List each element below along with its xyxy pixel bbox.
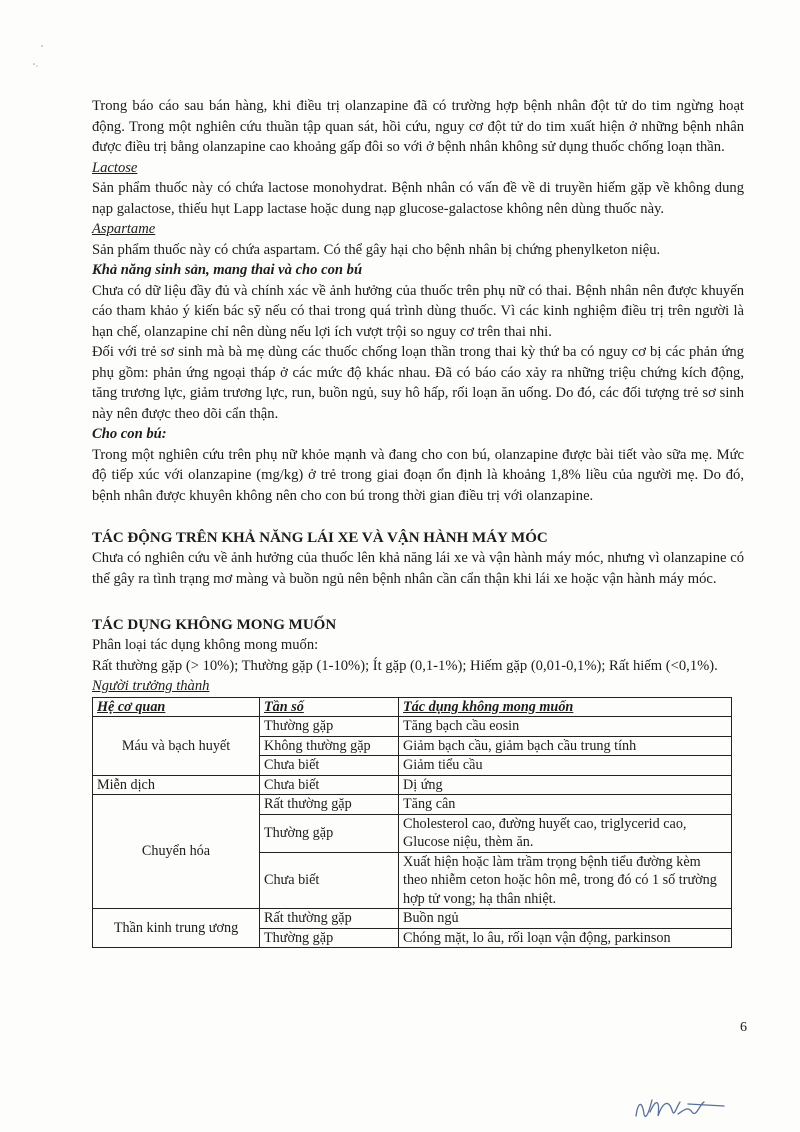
classification-label: Phân loại tác dụng không mong muốn: [92,637,319,653]
adverse-heading: TÁC DỤNG KHÔNG MONG MUỐN [92,617,337,633]
lactose-text: Sản phẩm thuốc này có chứa lactose monohydrat. Bệnh nhân có vấn đề về di truyền hiếm gặp về không dung nạp galactose, thiếu hụt Lapp lactase hoặc dung nạp glucose-galactose không nên dùng thuốc này. [92,180,744,217]
frequency-cell: Không thường gặp [260,736,399,756]
effect-cell: Xuất hiện hoặc làm trầm trọng bệnh tiểu đường kèm theo nhiễm ceton hoặc hôn mê, trong đó có 1 số trường hợp tử vong; hạ thân nhiệt. [399,852,732,909]
driving-text: Chưa có nghiên cứu về ảnh hưởng của thuốc lên khả năng lái xe và vận hành máy móc, nhưng vì olanzapine có thể gây ra tình trạng mơ màng và buồn ngủ nên bệnh nhân cần cẩn thận khi lái xe hoặc vận hành máy móc. [92,550,744,587]
frequency-cell: Chưa biết [260,775,399,795]
frequency-cell: Thường gặp [260,814,399,852]
effect-cell: Tăng cân [399,795,732,815]
lactose-heading: Lactose [92,159,138,176]
driving-heading: TÁC ĐỘNG TRÊN KHẢ NĂNG LÁI XE VÀ VẬN HÀNH MÁY MÓC [92,530,548,546]
frequency-cell: Thường gặp [260,928,399,948]
effect-cell: Giảm tiểu cầu [399,756,732,776]
aspartame-text: Sản phẩm thuốc này có chứa aspartam. Có thể gây hại cho bệnh nhân bị chứng phenylketon niệu. [92,241,661,258]
header-frequency: Tần số [260,697,399,717]
classification-text: Rất thường gặp (> 10%); Thường gặp (1-10%); Ít gặp (0,1-1%); Hiếm gặp (0,01-0,1%); Rất hiếm (<0,1%). [92,657,718,674]
effect-cell: Buồn ngủ [399,909,732,929]
document-body [92,96,744,948]
paragraph-sudden-death: Trong báo cáo sau bán hàng, khi điều trị olanzapine đã có trường hợp bệnh nhân đột tử do tim ngừng hoạt động. Trong một nghiên cứu thuần tập quan sát, hồi cứu, nguy cơ đột tử do tim xuất hiện ở những bệnh nhân được điều trị bằng olanzapine cao khoảng gấp đôi so với ở bệnh nhân không sử dụng thuốc chống loạn thần. [92,98,744,155]
frequency-cell: Chưa biết [260,852,399,909]
effect-cell: Giảm bạch cầu, giảm bạch cầu trung tính [399,736,732,756]
header-effect: Tác dụng không mong muốn [399,697,732,717]
frequency-cell: Thường gặp [260,717,399,737]
table-row [93,795,732,815]
breastfeeding-heading: Cho con bú: [92,426,167,442]
effect-cell: Tăng bạch cầu eosin [399,717,732,737]
frequency-cell: Rất thường gặp [260,795,399,815]
handwritten-initials-signature [628,1088,738,1128]
fertility-text-2: Đối với trẻ sơ sinh mà bà mẹ dùng các thuốc chống loạn thần trong thai kỳ thứ ba có nguy cơ bị các phản ứng phụ gồm: phản ứng ngoại tháp ở các mức độ khác nhau. Đã có báo cáo xảy ra những triệu chứng kích động, tăng trương lực, giảm trương lực, run, buồn ngủ, suy hô hấp, rối loạn ăn uống. Do đó, các đối tượng trẻ sơ sinh này nên được theo dõi cẩn thận. [92,344,744,422]
table-header-row [93,697,732,717]
adults-label: Người trưởng thành [92,678,210,694]
table-row [93,717,732,737]
breastfeeding-text: Trong một nghiên cứu trên phụ nữ khỏe mạnh và đang cho con bú, olanzapine được bài tiết vào sữa mẹ. Mức độ tiếp xúc với olanzapine (mg/kg) ở trẻ trong giai đoạn ổn định là khoảng 1,8% liều của người mẹ. Do đó, bệnh nhân được khuyên không nên cho con bú trong thời gian điều trị với olanzapine. [92,446,744,504]
organ-cell: Máu và bạch huyết [93,717,260,776]
scan-speck-mark [20,40,60,80]
effect-cell: Chóng mặt, lo âu, rối loạn vận động, parkinson [399,928,732,948]
effect-cell: Cholesterol cao, đường huyết cao, triglycerid cao, Glucose niệu, thèm ăn. [399,814,732,852]
effect-cell: Dị ứng [399,775,732,795]
table-row [93,909,732,929]
organ-cell: Miễn dịch [93,775,260,795]
fertility-heading: Khả năng sinh sản, mang thai và cho con bú [92,262,363,278]
page-number: 6 [740,1020,747,1035]
table-row [93,775,732,795]
header-organ: Hệ cơ quan [93,697,260,717]
organ-cell: Chuyển hóa [93,795,260,909]
adverse-effects-table [92,697,732,949]
frequency-cell: Rất thường gặp [260,909,399,929]
organ-cell: Thần kinh trung ương [93,909,260,948]
aspartame-heading: Aspartame [92,221,156,237]
fertility-text-1: Chưa có dữ liệu đầy đủ và chính xác về ảnh hưởng của thuốc trên phụ nữ có thai. Bệnh nhân nên được khuyến cáo tham khảo ý kiến bác sỹ nếu có thai trong quá trình dùng thuốc. Vì các kinh nghiệm điều trị trên người là hạn chế, olanzapine chỉ nên dùng nếu lợi ích vượt trội so nguy cơ trên thai nhi. [92,282,744,340]
frequency-cell: Chưa biết [260,756,399,776]
